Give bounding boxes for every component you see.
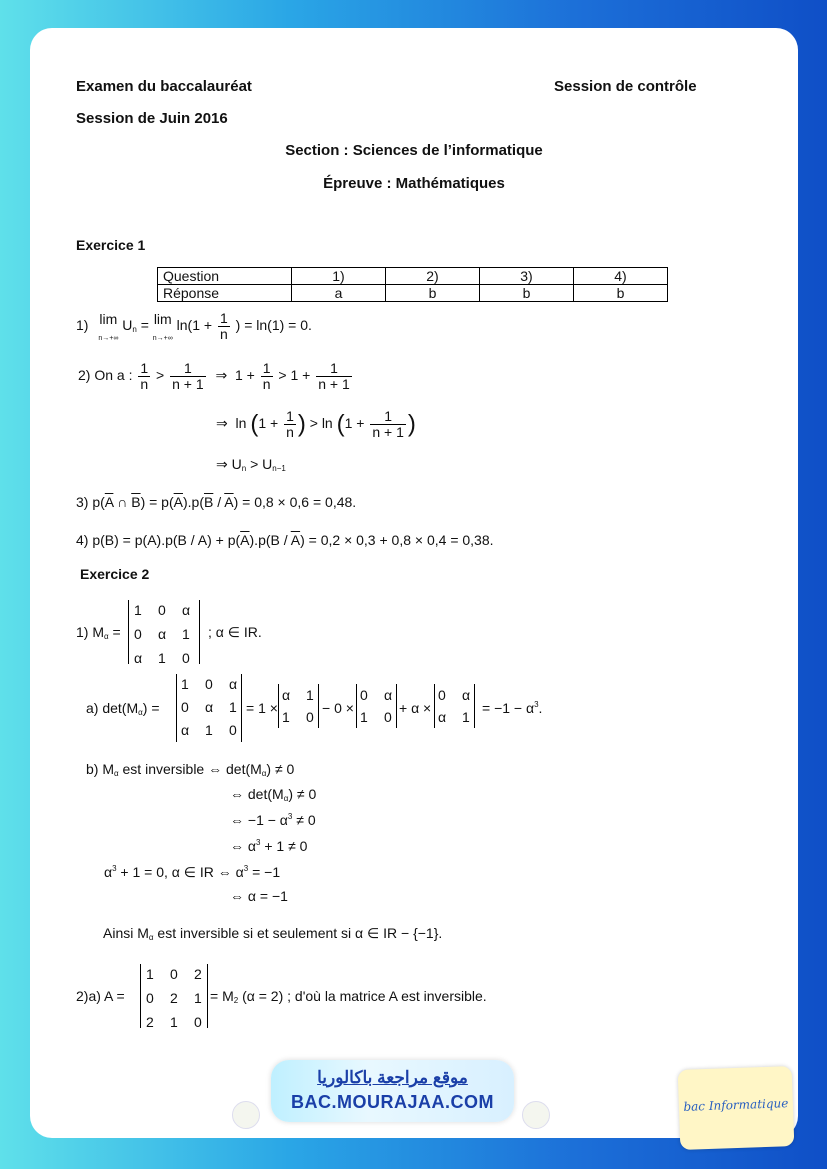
text: ).p(B / xyxy=(249,532,291,548)
ex2-ainsi xyxy=(103,925,442,942)
m3-bar-right xyxy=(474,684,475,728)
ex2-q1-label: 1) $M_\alpha$ = xyxy=(76,624,121,641)
cell: α xyxy=(134,650,143,666)
den: n + 1 xyxy=(372,424,404,440)
ex2-qa-label xyxy=(86,700,160,717)
footer-arabic: موقع مراجعة باكالوريا xyxy=(317,1068,468,1087)
paren: ( xyxy=(250,410,259,438)
cell: α xyxy=(438,709,447,725)
ex1-q4 xyxy=(76,532,494,548)
text: α xyxy=(104,864,113,880)
q2-label: 2) On a : xyxy=(78,367,133,384)
a-bar: $\overline{A}$ xyxy=(240,532,250,548)
ex2-qb-l3 xyxy=(230,812,316,828)
fraction xyxy=(284,409,296,440)
sub: α xyxy=(138,708,143,717)
ex2-q2-label: 2)a) A = xyxy=(76,988,125,1004)
cell: 0 xyxy=(205,676,213,692)
sub: 2 xyxy=(233,996,239,1005)
text: ) = 0,2 × 0,3 + 0,8 × 0,4 = 0,38. xyxy=(300,532,494,548)
text: ∩ xyxy=(113,494,132,510)
eq: = xyxy=(151,700,160,716)
sup: 3 xyxy=(287,812,293,821)
text: + 1 ≠ 0 xyxy=(260,838,308,854)
table-cell: 3) xyxy=(480,268,574,285)
det-bar-left xyxy=(176,674,177,742)
sub: α xyxy=(148,933,154,942)
a-bar: $\overline{A}$ xyxy=(224,494,234,510)
fraction xyxy=(170,361,206,392)
text: = M xyxy=(210,988,234,1004)
den: n + 1 xyxy=(318,376,350,392)
a-bar: $\overline{A}$ xyxy=(173,494,183,510)
table-header-cell: Question xyxy=(158,268,292,285)
text: / xyxy=(213,494,225,510)
cell: α xyxy=(384,687,393,703)
cell: α xyxy=(229,676,238,692)
text: ) xyxy=(142,700,148,716)
answer-table xyxy=(157,267,668,302)
implies: ⇒ xyxy=(216,415,228,432)
text: = −1 xyxy=(248,864,281,880)
table-cell: a xyxy=(292,285,386,302)
session-type: Session de contrôle xyxy=(554,78,697,95)
text: b) M xyxy=(86,761,114,777)
paren: ) xyxy=(297,410,306,438)
text: est inversible ⇔ det(M xyxy=(118,761,262,777)
exercice2-title: Exercice 2 xyxy=(80,566,150,582)
text: a) det(M xyxy=(86,700,139,716)
b-bar: $\overline{B}$ xyxy=(203,494,214,510)
sub: α xyxy=(114,769,119,778)
text: 1 + xyxy=(344,415,365,432)
cell: α xyxy=(181,722,190,738)
fraction xyxy=(316,361,352,392)
text: > 1 + xyxy=(278,367,311,384)
sub: n−1 xyxy=(272,464,286,473)
text: ≠ 0 xyxy=(292,812,316,828)
bracket-right xyxy=(199,600,200,664)
a-bar: $\overline{A}$ xyxy=(290,532,301,548)
num: 1 xyxy=(316,361,352,377)
sup: 3 xyxy=(112,864,117,873)
cell: α xyxy=(158,626,167,642)
num: 1 xyxy=(370,409,406,425)
epreuve-title: Épreuve : Mathématiques xyxy=(323,175,505,192)
cell: 0 xyxy=(146,990,154,1006)
ln: ln xyxy=(235,415,247,432)
minor-2 xyxy=(360,684,392,728)
cell: 1 xyxy=(306,687,314,703)
fraction xyxy=(218,311,230,342)
logo-icon xyxy=(232,1101,260,1129)
m2-bar-right xyxy=(396,684,397,728)
cell: 1 xyxy=(182,626,190,642)
table-cell: 1) xyxy=(292,268,386,285)
text: 4) p(B) = p(A).p(B / A) + p( xyxy=(76,532,241,548)
num: 1 xyxy=(219,310,228,326)
m-label: 1) M xyxy=(76,624,104,640)
m2-bar-left xyxy=(356,684,357,728)
lim-sub: n→+∞ xyxy=(152,335,173,342)
minor-1 xyxy=(282,684,314,728)
fraction xyxy=(138,361,150,392)
sub: n xyxy=(241,464,247,473)
den: n xyxy=(286,424,294,440)
text: 1 + xyxy=(258,415,279,432)
footer-banner[interactable] xyxy=(271,1060,514,1122)
cell: 1 xyxy=(158,650,166,666)
sub: α xyxy=(104,632,109,641)
text: ) ≠ 0 xyxy=(266,761,295,777)
text: + 1 = 0, α ∈ IR ⇔ α xyxy=(116,864,244,880)
lim-block xyxy=(98,311,118,343)
text: ⇔ det(M xyxy=(230,786,284,802)
text: est inversible si et seulement si α ∈ IR − {−1}. xyxy=(153,925,443,941)
text: ) = 0,8 × 0,6 = 0,48. xyxy=(233,494,357,510)
q1-end: ) = ln(1) = 0. xyxy=(235,317,312,334)
logo-icon xyxy=(522,1101,550,1129)
table-cell: 4) xyxy=(574,268,668,285)
det-bar-right xyxy=(241,674,242,742)
lim-block-2 xyxy=(153,311,173,343)
ex1-q2-line2 xyxy=(216,409,416,440)
cell: 1 xyxy=(282,709,290,725)
lim: lim xyxy=(153,311,172,327)
cell: α xyxy=(205,699,214,715)
ex2-qb-l1 xyxy=(86,761,294,778)
text: 3) p( xyxy=(76,494,105,510)
text: ⇔ α xyxy=(230,838,256,854)
text: Ainsi M xyxy=(103,925,149,941)
cell: 2 xyxy=(170,990,178,1006)
page xyxy=(30,28,798,1138)
cell: 0 xyxy=(181,699,189,715)
det-minus0: − 0 × xyxy=(322,700,354,716)
cell: 1 xyxy=(146,966,154,982)
text: ).p( xyxy=(182,494,204,510)
implies: ⇒ xyxy=(215,367,228,384)
lim-sub: n→+∞ xyxy=(98,335,119,342)
paren: ( xyxy=(336,410,345,438)
cell: 1 xyxy=(194,990,202,1006)
cell: 2 xyxy=(146,1014,154,1030)
det-one: = 1 × xyxy=(246,700,278,716)
section-title: Section : Sciences de l’informatique xyxy=(285,142,543,159)
fraction xyxy=(370,409,406,440)
table-header-cell: Réponse xyxy=(158,285,292,302)
u-sub: n xyxy=(132,325,137,335)
table-cell: 2) xyxy=(386,268,480,285)
num: 1 xyxy=(140,360,149,376)
sup: 3 xyxy=(534,700,539,709)
sup: 3 xyxy=(255,838,261,847)
cell: 1 xyxy=(205,722,213,738)
a-bar: $\overline{A}$ xyxy=(104,494,114,510)
cell: 1 xyxy=(360,709,368,725)
sub: α xyxy=(283,794,289,803)
text: ) ≠ 0 xyxy=(288,786,317,802)
text: ⇒ U xyxy=(216,456,242,472)
cell: 1 xyxy=(170,1014,178,1030)
plus: + xyxy=(203,317,213,334)
paren: ) xyxy=(407,410,416,438)
matrix-a xyxy=(146,962,206,1034)
exam-title: Examen du baccalauréat xyxy=(76,78,252,95)
cell: 0 xyxy=(158,602,166,618)
matrix-m-alpha xyxy=(134,598,198,670)
ex1-q3 xyxy=(76,494,356,510)
m1-bar-left xyxy=(278,684,279,728)
lim: lim xyxy=(99,311,118,327)
cell: 1 xyxy=(181,676,189,692)
den: n + 1 xyxy=(172,376,204,392)
text: > U xyxy=(246,456,273,472)
bac-informatique-badge xyxy=(678,1066,795,1150)
cell: 1 xyxy=(229,699,237,715)
table-row xyxy=(158,268,668,285)
text: ⇔ −1 − α xyxy=(230,812,288,828)
cell: 0 xyxy=(182,650,190,666)
sub: α xyxy=(261,769,267,778)
cell: 0 xyxy=(306,709,314,725)
table-cell: b xyxy=(386,285,480,302)
exercice1-title: Exercice 1 xyxy=(76,237,146,253)
cell: 0 xyxy=(438,687,446,703)
bracket-left xyxy=(140,964,141,1028)
bracket-left xyxy=(128,600,129,664)
bracket-right xyxy=(207,964,208,1028)
fraction xyxy=(261,361,273,392)
badge-text: bac Informatique xyxy=(683,1096,789,1114)
text: 1 + xyxy=(234,367,255,384)
det-plusa: + α × xyxy=(399,700,432,716)
table-row xyxy=(158,285,668,302)
cell: 0 xyxy=(360,687,368,703)
ex2-qb-l6: ⇔ α = −1 xyxy=(230,888,288,904)
cell: 1 xyxy=(462,709,470,725)
minor-3 xyxy=(438,684,470,728)
ex1-q1 xyxy=(76,311,312,343)
u: U xyxy=(122,317,133,334)
det-matrix xyxy=(181,673,241,742)
eq: = xyxy=(140,317,149,334)
num: 1 xyxy=(170,361,206,377)
q1-label: 1) xyxy=(76,317,89,334)
cell: α xyxy=(282,687,291,703)
cell: α xyxy=(182,602,191,618)
cell: 0 xyxy=(170,966,178,982)
b-bar: $\overline{B}$ xyxy=(131,494,141,510)
cell: 2 xyxy=(194,966,202,982)
den: n xyxy=(219,326,228,342)
cell: α xyxy=(462,687,471,703)
cell: 1 xyxy=(134,602,142,618)
ln: ln(1 xyxy=(176,317,200,334)
den: n xyxy=(262,376,271,392)
text: (α = 2) ; d'où la matrice A est inversible. xyxy=(238,988,487,1004)
m3-bar-left xyxy=(434,684,435,728)
text: = −1 − α xyxy=(482,700,535,716)
num: 1 xyxy=(286,408,294,424)
text: ) = p( xyxy=(140,494,174,510)
ex2-qb-l5 xyxy=(104,864,280,881)
table-cell: b xyxy=(574,285,668,302)
num: 1 xyxy=(262,360,271,376)
ex2-qb-l4 xyxy=(230,838,307,854)
den: n xyxy=(140,376,149,392)
sup: 3 xyxy=(243,864,249,873)
ex2-q1-after: ; α ∈ IR. xyxy=(208,624,262,640)
text: . xyxy=(538,700,543,716)
m1-bar-right xyxy=(318,684,319,728)
ex2-q2-after xyxy=(210,988,487,1005)
table-cell: b xyxy=(480,285,574,302)
det-result xyxy=(482,700,542,716)
footer-site[interactable]: BAC.MOURAJAA.COM xyxy=(291,1092,494,1112)
ex2-qb-l2 xyxy=(230,786,316,803)
cell: 0 xyxy=(194,1014,202,1030)
cell: 0 xyxy=(229,722,237,738)
ex1-q2-line1 xyxy=(78,361,354,392)
cell: 0 xyxy=(384,709,392,725)
cell: 0 xyxy=(134,626,142,642)
session-date: Session de Juin 2016 xyxy=(76,110,228,127)
gt: > xyxy=(156,367,165,384)
ex1-q2-line3 xyxy=(216,456,286,473)
text: > ln xyxy=(309,415,333,432)
